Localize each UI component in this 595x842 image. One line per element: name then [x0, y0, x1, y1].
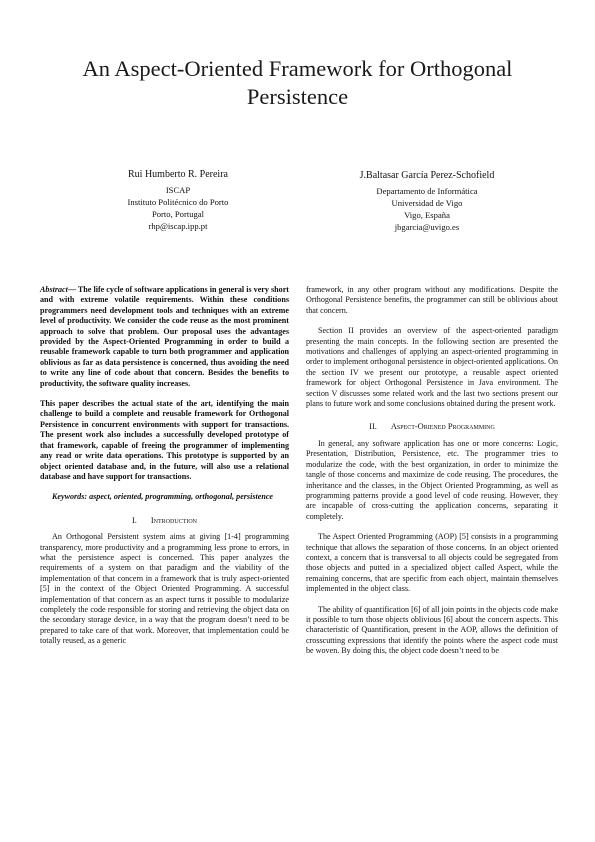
- author-affiliation: Vigo, España: [404, 210, 450, 220]
- author-name: J.Baltasar García Perez-Schofield: [359, 170, 495, 181]
- author-affiliation: Instituto Politécnico do Porto: [127, 197, 229, 207]
- section-number: I.: [131, 515, 137, 525]
- body-paragraph: The Aspect Oriented Programming (AOP) [5] consists in a programming technique that allows the separation of those concerns. In an object oriented context, a concern that is transversal to all objects could be segregated from those objects and putted in a specialized object called Aspect, while the remaining concerns, that are specific from each object, maintain themselves implemented in the object class.: [306, 532, 558, 594]
- right-column: [306, 285, 558, 657]
- keywords: Keywords: aspect, oriented, programming, orthogonal, persistence: [52, 492, 274, 502]
- abstract-dash: —: [67, 285, 78, 294]
- author-affiliation: ISCAP: [165, 185, 191, 195]
- abstract-label: Abstract: [40, 285, 68, 294]
- body-paragraph: framework, in any other program without any modifications. Despite the Orthogonal Persistence benefits, the programmer can still be oblivious about that concern.: [306, 285, 558, 315]
- left-column: [40, 285, 289, 647]
- body-paragraph: The ability of quantification [6] of all join points in the objects code make it possible to turn those objects oblivious [6] about the concern aspects. This characteristic of Quantification, present in the AOP, allows the definition of crosscutting expressions that identify the points where the aspect code must be woven. By doing this, the object code doesn’t need to be: [306, 604, 558, 656]
- author-affiliation: Porto, Portugal: [151, 209, 205, 219]
- section-heading-aop: [306, 422, 558, 432]
- section-title: Aspect-Oriened Programming: [390, 422, 495, 432]
- abstract-paragraph: [40, 285, 289, 389]
- author-affiliation: Departamento de Informática: [376, 186, 478, 196]
- section-title: Introduction: [150, 515, 197, 525]
- section-heading-introduction: [40, 516, 289, 526]
- body-paragraph: An Orthogonal Persistent system aims at giving [1-4] programming transparency, more productivity and a programming less prone to errors, in what the persistence aspect is concerned. This paper analyzes the requirements of a system on that paradigm and the viability of the implementation of that concern in a framework that is truly aspect-oriented [5] in the context of the Object Oriented Programming. A successful implementation of that concern as an aspect turns it possible to modularize completely the code responsible for storing and retrieving the object data on the secondary storage device, in a way that the program doesn’t need to be prepared to take care of that work. Moreover, that implementation could be totally reused, as a generic: [40, 532, 289, 646]
- author-affiliation: Universidad de Vigo: [391, 198, 463, 208]
- body-paragraph: In general, any software application has one or more concerns: Logic, Presentation, Distribution, Persistence, etc. The programmer tries to modularize the code, with the best organization, in order to minimize the tangle of those concerns and maximize de code reusing. The procedures, the inheritance and the classes, in the Object Oriented Programming, as well as programming patterns provide a good level of code reusing. However, they are incapable of cross-cutting the application concerns, separating it completely.: [306, 438, 558, 521]
- author-email: jbgarcia@uvigo.es: [394, 222, 460, 232]
- abstract-text: The life cycle of software applications in general is very short and with extreme volatile requirements. Within these conditions programmers need development tools and techniques with an extreme level of productivity. We consider the code reuse as the most prominent approach to solve that problem. Our proposal uses the advantages provided by the Aspect-Oriented Programming in order to build a reusable framework capable to turn both programmer and application oblivious as far as data persistence is concerned, thus avoiding the need to write any line of code about that concern. Besides the benefits to productivity, the software quality increases.: [40, 285, 289, 388]
- author-email: rhp@iscap.ipp.pt: [148, 221, 208, 231]
- abstract-paragraph-2: This paper describes the actual state of the art, identifying the main challenge to build a complete and reusable framework for Orthogonal Persistence in concurrent environments with support for transactions. The present work also includes a successfully developed prototype of that framework, capable of freeing the programmer of implementing any read or write data operations. This prototype is supported by an object oriented database and, in the future, will also use a relational database and have support for transactions.: [40, 399, 289, 481]
- author-block-1: [78, 168, 278, 232]
- author-block-2: [322, 169, 532, 233]
- body-paragraph: Section II provides an overview of the aspect-oriented paradigm presenting the main concepts. In the following section are presented the motivations and challenges of applying an aspect-oriented programming in order to implement orthogonal persistence in object-oriented applications. On the section IV we present our prototype, a reusable aspect oriented framework for object Orthogonal Persistence in Java environment. The section V discusses some related work and the last two sections present our plans to future work and some conclusions obtained during the present work.: [306, 326, 558, 409]
- section-number: II.: [369, 422, 377, 432]
- paper-title: An Aspect-Oriented Framework for Orthogonal Persistence: [82, 56, 513, 109]
- author-name: Rui Humberto R. Pereira: [128, 169, 228, 180]
